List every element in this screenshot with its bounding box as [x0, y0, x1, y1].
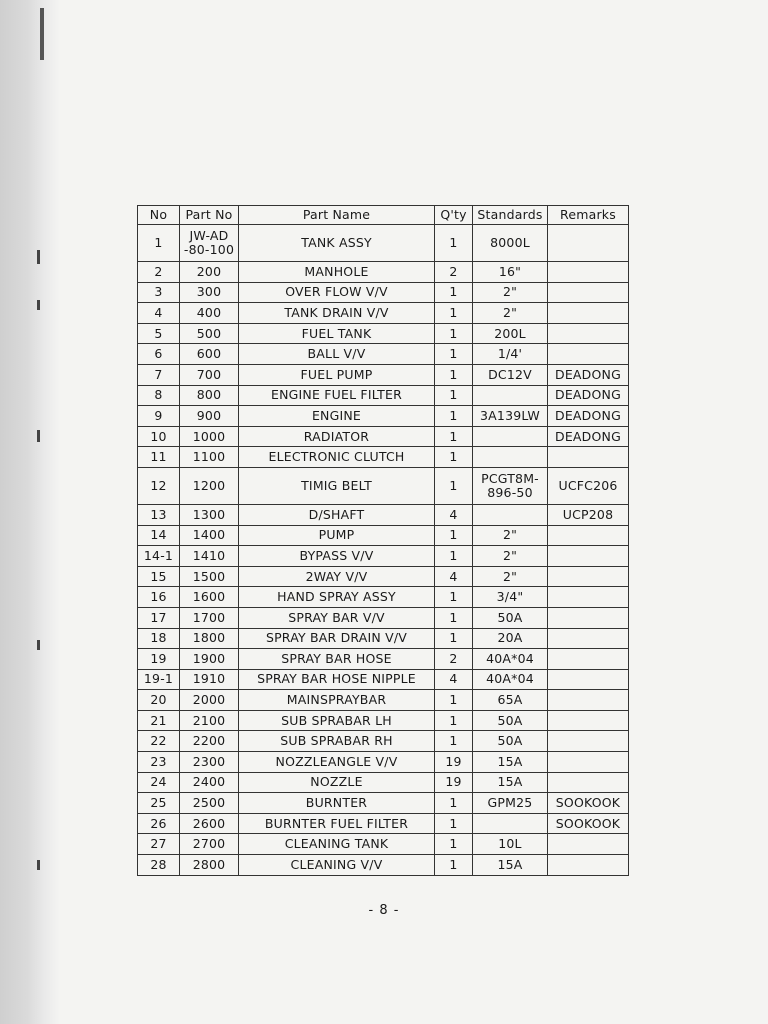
cell-remarks: [548, 752, 629, 773]
cell-qty: 1: [435, 323, 473, 344]
cell-qty: 1: [435, 813, 473, 834]
cell-part-name: SPRAY BAR HOSE: [239, 649, 435, 670]
table-row: [138, 282, 629, 303]
table-row: [138, 710, 629, 731]
cell-part-name: BURNTER FUEL FILTER: [239, 813, 435, 834]
table-row: [138, 855, 629, 876]
cell-remarks: [548, 731, 629, 752]
cell-no: 5: [138, 323, 180, 344]
cell-part-name: OVER FLOW V/V: [239, 282, 435, 303]
table-row: [138, 834, 629, 855]
cell-remarks: [548, 710, 629, 731]
cell-qty: 1: [435, 447, 473, 468]
cell-no: 4: [138, 303, 180, 324]
table-row: [138, 467, 629, 504]
cell-part-name: SUB SPRABAR RH: [239, 731, 435, 752]
table-row: [138, 344, 629, 365]
cell-standards: 2": [473, 566, 548, 587]
cell-standards: [473, 426, 548, 447]
cell-qty: 2: [435, 649, 473, 670]
cell-no: 11: [138, 447, 180, 468]
table-row: [138, 225, 629, 262]
table-row: [138, 566, 629, 587]
cell-standards: 8000L: [473, 225, 548, 262]
table-row: [138, 385, 629, 406]
cell-part-name: MAINSPRAYBAR: [239, 690, 435, 711]
cell-no: 14-1: [138, 546, 180, 567]
cell-no: 1: [138, 225, 180, 262]
cell-remarks: [548, 447, 629, 468]
col-header-remarks: Remarks: [548, 206, 629, 225]
binding-tick: [37, 250, 40, 264]
cell-no: 17: [138, 607, 180, 628]
cell-remarks: [548, 546, 629, 567]
cell-part-no: 1900: [180, 649, 239, 670]
cell-standards: 3/4": [473, 587, 548, 608]
cell-qty: 1: [435, 385, 473, 406]
cell-no: 14: [138, 525, 180, 546]
cell-part-name: D/SHAFT: [239, 504, 435, 525]
cell-no: 12: [138, 467, 180, 504]
cell-part-no: 2400: [180, 772, 239, 793]
cell-standards: 2": [473, 282, 548, 303]
col-header-qty: Q'ty: [435, 206, 473, 225]
cell-part-name: MANHOLE: [239, 262, 435, 283]
cell-no: 26: [138, 813, 180, 834]
cell-remarks: [548, 344, 629, 365]
header-row: [138, 206, 629, 225]
cell-part-name: CLEANING V/V: [239, 855, 435, 876]
cell-no: 15: [138, 566, 180, 587]
cell-no: 28: [138, 855, 180, 876]
col-header-part-name: Part Name: [239, 206, 435, 225]
cell-remarks: [548, 772, 629, 793]
table-row: [138, 447, 629, 468]
cell-part-no: 2700: [180, 834, 239, 855]
cell-part-no: 2800: [180, 855, 239, 876]
cell-remarks: DEADONG: [548, 385, 629, 406]
cell-qty: 1: [435, 793, 473, 814]
cell-part-name: FUEL TANK: [239, 323, 435, 344]
table-row: [138, 323, 629, 344]
cell-part-no: 200: [180, 262, 239, 283]
cell-qty: 1: [435, 607, 473, 628]
table-row: [138, 628, 629, 649]
cell-standards: [473, 504, 548, 525]
cell-qty: 2: [435, 262, 473, 283]
cell-qty: 1: [435, 690, 473, 711]
binding-mark: [40, 8, 44, 60]
cell-qty: 1: [435, 364, 473, 385]
cell-part-no: 2000: [180, 690, 239, 711]
cell-part-name: SPRAY BAR DRAIN V/V: [239, 628, 435, 649]
cell-standards: 2": [473, 546, 548, 567]
cell-part-name: TANK DRAIN V/V: [239, 303, 435, 324]
table-row: [138, 690, 629, 711]
cell-standards: GPM25: [473, 793, 548, 814]
cell-remarks: [548, 669, 629, 690]
cell-no: 21: [138, 710, 180, 731]
cell-no: 20: [138, 690, 180, 711]
cell-standards: 16": [473, 262, 548, 283]
cell-part-no: 2200: [180, 731, 239, 752]
cell-no: 6: [138, 344, 180, 365]
cell-standards: 10L: [473, 834, 548, 855]
cell-standards: 2": [473, 303, 548, 324]
table-row: [138, 607, 629, 628]
cell-no: 18: [138, 628, 180, 649]
table-row: [138, 364, 629, 385]
table-row: [138, 303, 629, 324]
cell-standards: 2": [473, 525, 548, 546]
cell-part-no: 1600: [180, 587, 239, 608]
cell-qty: 4: [435, 566, 473, 587]
cell-remarks: [548, 323, 629, 344]
cell-no: 19: [138, 649, 180, 670]
table-row: [138, 262, 629, 283]
cell-part-name: TANK ASSY: [239, 225, 435, 262]
cell-part-name: ENGINE FUEL FILTER: [239, 385, 435, 406]
cell-part-no: JW-AD -80-100: [180, 225, 239, 262]
cell-no: 19-1: [138, 669, 180, 690]
binding-tick: [37, 430, 40, 442]
cell-remarks: [548, 566, 629, 587]
cell-part-no: 1200: [180, 467, 239, 504]
cell-remarks: [548, 834, 629, 855]
table-row: [138, 649, 629, 670]
cell-part-name: BURNTER: [239, 793, 435, 814]
cell-no: 27: [138, 834, 180, 855]
cell-no: 23: [138, 752, 180, 773]
cell-part-no: 300: [180, 282, 239, 303]
table-row: [138, 525, 629, 546]
cell-part-name: SPRAY BAR HOSE NIPPLE: [239, 669, 435, 690]
cell-no: 10: [138, 426, 180, 447]
cell-part-no: 1410: [180, 546, 239, 567]
cell-part-name: BALL V/V: [239, 344, 435, 365]
col-header-part-no: Part No: [180, 206, 239, 225]
scan-shadow: [0, 0, 60, 1024]
cell-part-no: 600: [180, 344, 239, 365]
cell-qty: 1: [435, 225, 473, 262]
cell-no: 2: [138, 262, 180, 283]
cell-qty: 1: [435, 525, 473, 546]
cell-no: 24: [138, 772, 180, 793]
cell-part-no: 1910: [180, 669, 239, 690]
cell-part-no: 1800: [180, 628, 239, 649]
cell-part-name: ELECTRONIC CLUTCH: [239, 447, 435, 468]
cell-standards: [473, 385, 548, 406]
col-header-standards: Standards: [473, 206, 548, 225]
cell-part-no: 1000: [180, 426, 239, 447]
cell-part-name: TIMIG BELT: [239, 467, 435, 504]
cell-standards: [473, 813, 548, 834]
cell-qty: 1: [435, 834, 473, 855]
cell-no: 7: [138, 364, 180, 385]
table-row: [138, 504, 629, 525]
cell-qty: 1: [435, 628, 473, 649]
cell-standards: 40A*04: [473, 669, 548, 690]
table-row: [138, 752, 629, 773]
cell-standards: 50A: [473, 710, 548, 731]
cell-part-no: 1300: [180, 504, 239, 525]
cell-part-name: NOZZLEANGLE V/V: [239, 752, 435, 773]
cell-qty: 1: [435, 546, 473, 567]
cell-remarks: [548, 303, 629, 324]
cell-standards: DC12V: [473, 364, 548, 385]
cell-remarks: UCFC206: [548, 467, 629, 504]
table-row: [138, 669, 629, 690]
cell-remarks: [548, 587, 629, 608]
cell-part-name: HAND SPRAY ASSY: [239, 587, 435, 608]
cell-remarks: [548, 690, 629, 711]
cell-qty: 4: [435, 504, 473, 525]
cell-standards: 20A: [473, 628, 548, 649]
cell-qty: 1: [435, 710, 473, 731]
cell-qty: 1: [435, 282, 473, 303]
cell-part-no: 700: [180, 364, 239, 385]
cell-standards: 1/4': [473, 344, 548, 365]
cell-remarks: SOOKOOK: [548, 793, 629, 814]
cell-no: 22: [138, 731, 180, 752]
cell-part-name: ENGINE: [239, 406, 435, 427]
table-row: [138, 793, 629, 814]
binding-tick: [37, 860, 40, 870]
cell-part-no: 800: [180, 385, 239, 406]
cell-remarks: [548, 525, 629, 546]
cell-no: 16: [138, 587, 180, 608]
table-row: [138, 546, 629, 567]
col-header-no: No: [138, 206, 180, 225]
binding-tick: [37, 640, 40, 650]
cell-standards: [473, 447, 548, 468]
cell-standards: 50A: [473, 731, 548, 752]
cell-part-no: 1400: [180, 525, 239, 546]
cell-part-name: PUMP: [239, 525, 435, 546]
binding-tick: [37, 300, 40, 310]
cell-standards: 15A: [473, 855, 548, 876]
cell-qty: 1: [435, 406, 473, 427]
cell-standards: 50A: [473, 607, 548, 628]
table-row: [138, 772, 629, 793]
cell-remarks: [548, 628, 629, 649]
cell-remarks: [548, 855, 629, 876]
cell-part-name: BYPASS V/V: [239, 546, 435, 567]
cell-no: 13: [138, 504, 180, 525]
cell-part-name: NOZZLE: [239, 772, 435, 793]
cell-no: 3: [138, 282, 180, 303]
cell-part-name: SUB SPRABAR LH: [239, 710, 435, 731]
cell-qty: 1: [435, 303, 473, 324]
cell-qty: 1: [435, 344, 473, 365]
cell-part-no: 1100: [180, 447, 239, 468]
table-row: [138, 587, 629, 608]
cell-remarks: DEADONG: [548, 406, 629, 427]
cell-part-name: SPRAY BAR V/V: [239, 607, 435, 628]
cell-qty: 1: [435, 855, 473, 876]
cell-part-no: 2500: [180, 793, 239, 814]
cell-standards: 15A: [473, 772, 548, 793]
cell-part-no: 500: [180, 323, 239, 344]
cell-standards: 3A139LW: [473, 406, 548, 427]
cell-part-no: 2300: [180, 752, 239, 773]
cell-part-no: 900: [180, 406, 239, 427]
cell-qty: 19: [435, 752, 473, 773]
cell-no: 8: [138, 385, 180, 406]
cell-part-no: 2600: [180, 813, 239, 834]
cell-remarks: SOOKOOK: [548, 813, 629, 834]
table-row: [138, 813, 629, 834]
cell-remarks: [548, 282, 629, 303]
cell-remarks: UCP208: [548, 504, 629, 525]
cell-part-no: 400: [180, 303, 239, 324]
parts-table: [137, 205, 629, 876]
cell-part-no: 1700: [180, 607, 239, 628]
cell-part-name: CLEANING TANK: [239, 834, 435, 855]
cell-no: 25: [138, 793, 180, 814]
cell-remarks: [548, 649, 629, 670]
table-row: [138, 426, 629, 447]
cell-no: 9: [138, 406, 180, 427]
cell-standards: PCGT8M- 896-50: [473, 467, 548, 504]
cell-remarks: DEADONG: [548, 364, 629, 385]
cell-part-name: 2WAY V/V: [239, 566, 435, 587]
table-row: [138, 731, 629, 752]
cell-standards: 200L: [473, 323, 548, 344]
cell-remarks: [548, 225, 629, 262]
cell-part-name: FUEL PUMP: [239, 364, 435, 385]
cell-part-no: 2100: [180, 710, 239, 731]
cell-part-name: RADIATOR: [239, 426, 435, 447]
cell-qty: 1: [435, 587, 473, 608]
cell-remarks: [548, 262, 629, 283]
cell-remarks: [548, 607, 629, 628]
cell-standards: 40A*04: [473, 649, 548, 670]
cell-standards: 65A: [473, 690, 548, 711]
table-row: [138, 406, 629, 427]
cell-qty: 4: [435, 669, 473, 690]
cell-qty: 19: [435, 772, 473, 793]
cell-qty: 1: [435, 731, 473, 752]
cell-standards: 15A: [473, 752, 548, 773]
cell-qty: 1: [435, 426, 473, 447]
cell-part-no: 1500: [180, 566, 239, 587]
cell-qty: 1: [435, 467, 473, 504]
page-number: - 8 -: [368, 903, 400, 918]
cell-remarks: DEADONG: [548, 426, 629, 447]
